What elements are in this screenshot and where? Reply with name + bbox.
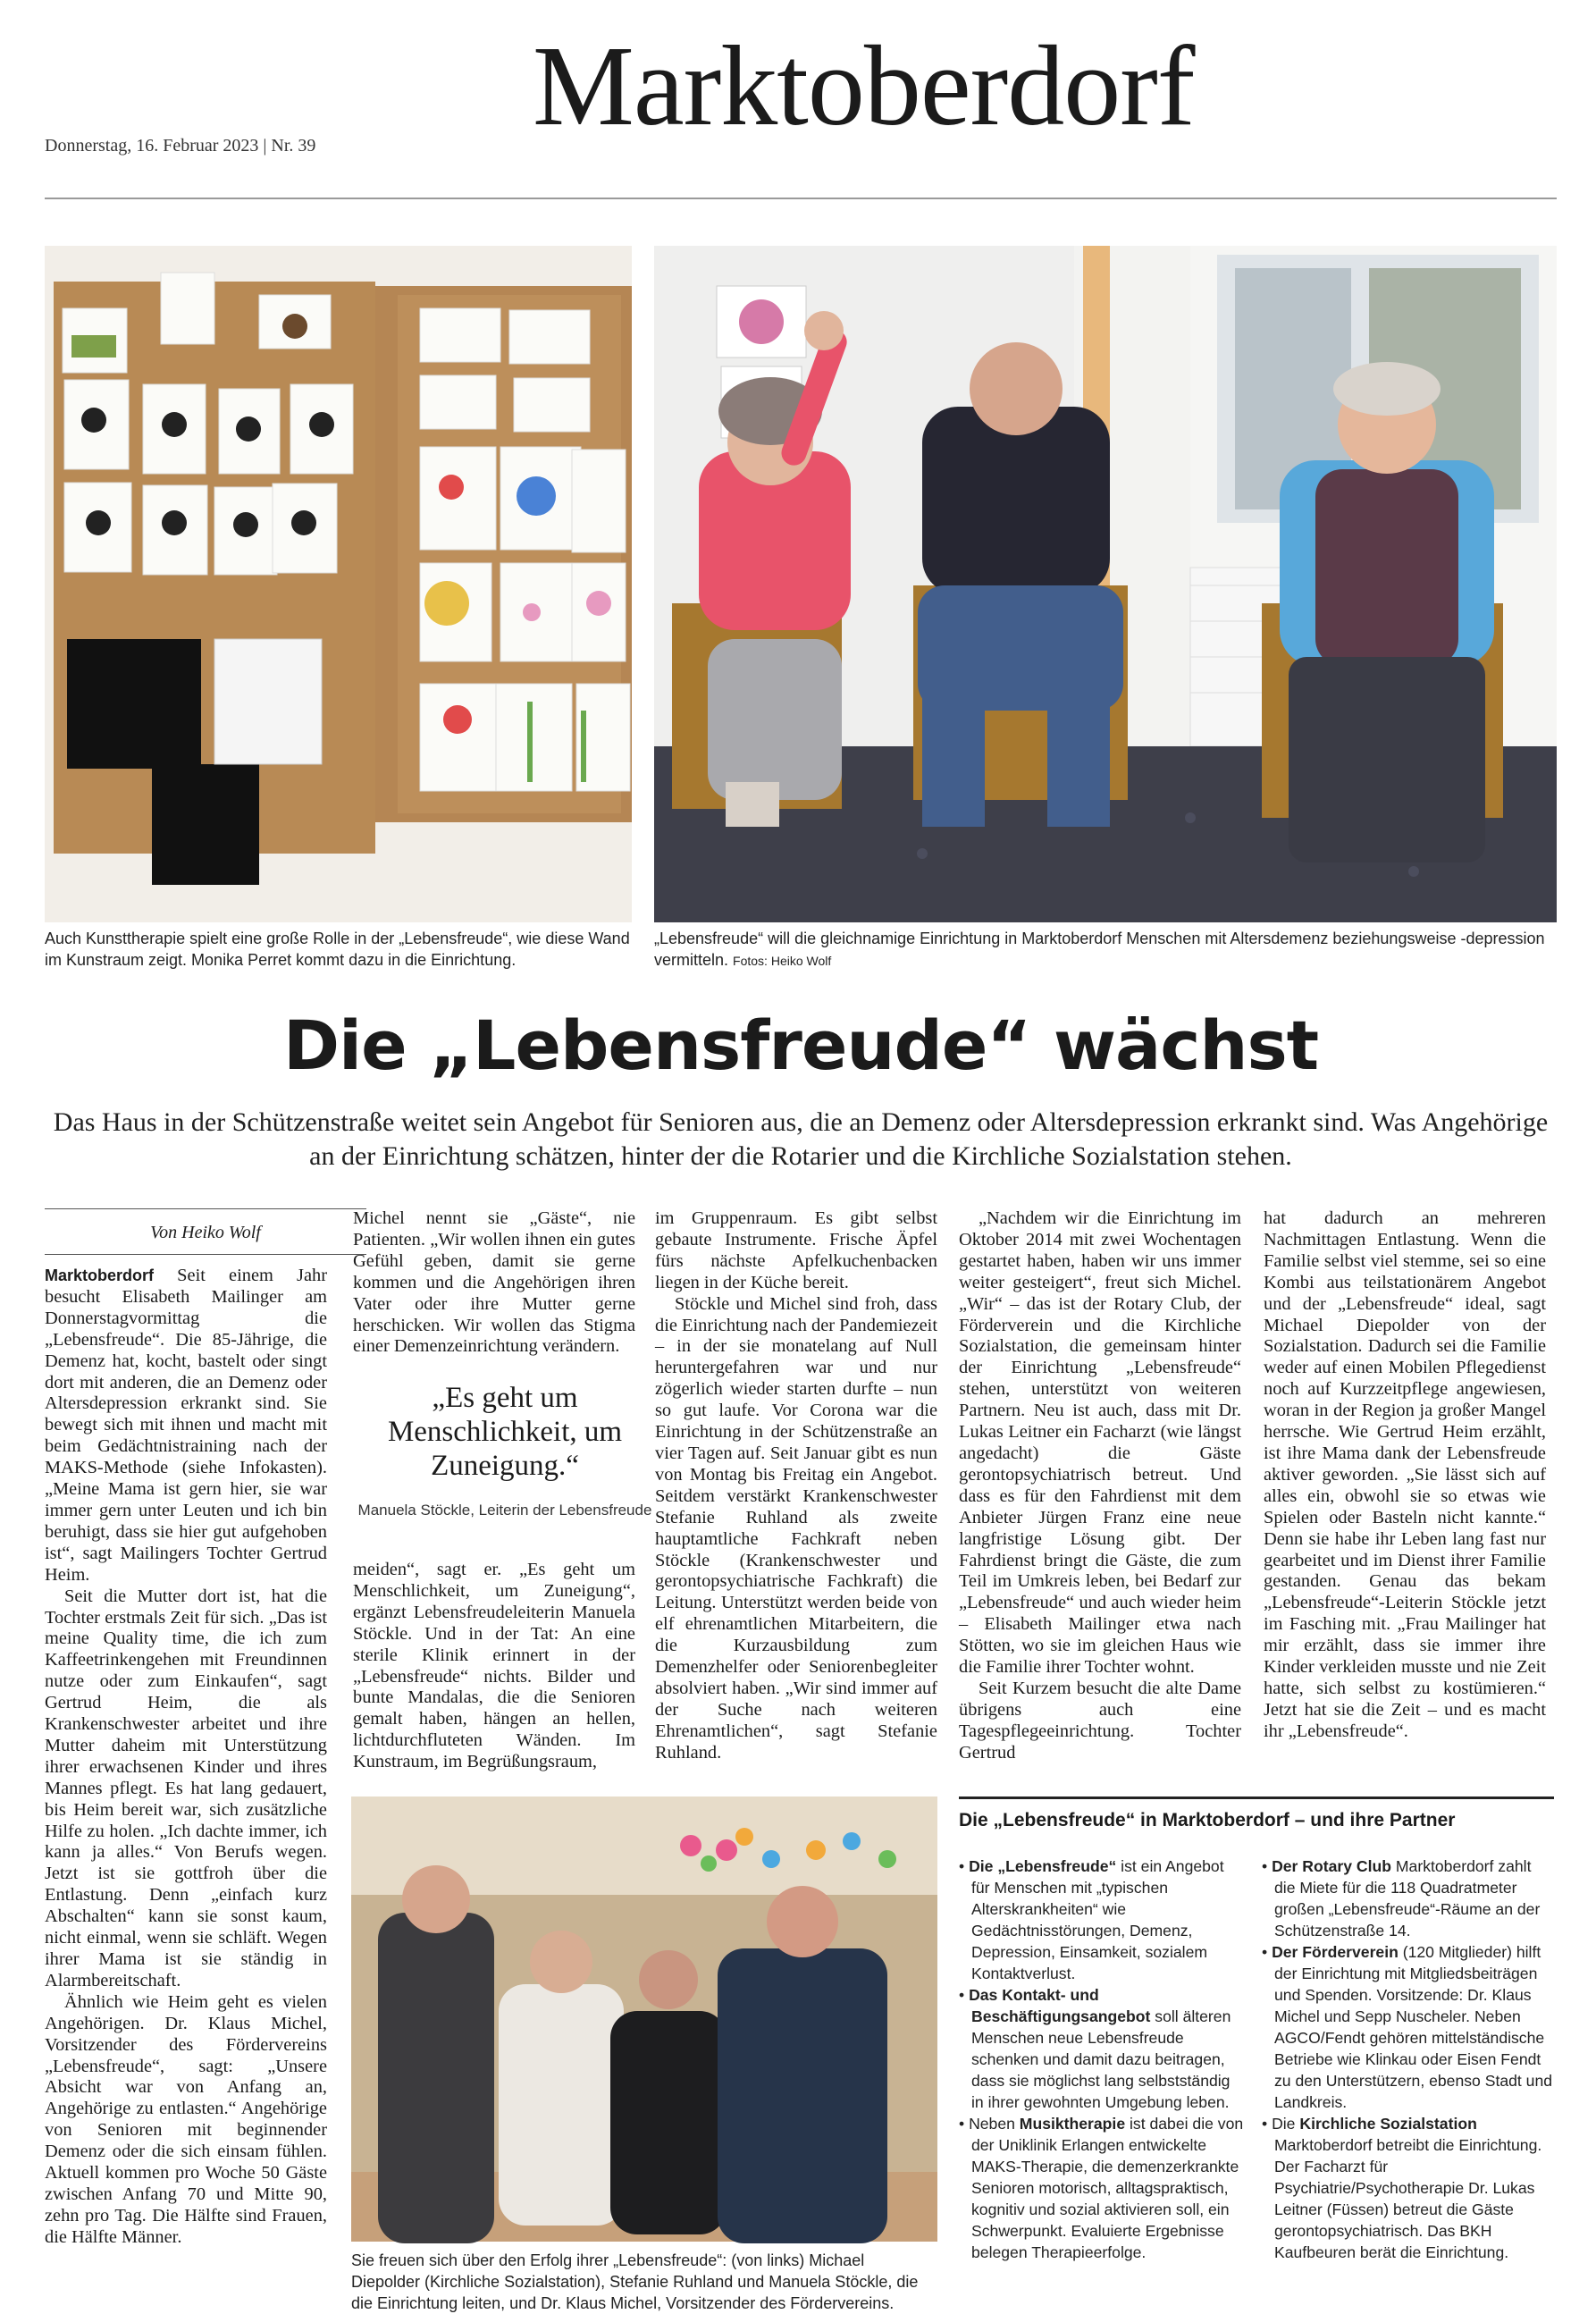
photo-group	[351, 1797, 937, 2242]
photo-credit: Fotos: Heiko Wolf	[733, 954, 832, 968]
pull-quote	[353, 1381, 657, 1520]
paragraph: Stöckle und Michel sind froh, dass die Einrichtung nach der Pandemiezeit – in der sie monatelang auf Null heruntergefahren war und nur zögerlich wieder starten durfte – nun so gut laufe. Vor Corona war die Einrichtung in der Schützenstraße an vier Tagen auf. Seit Januar gibt es nun von Montag bis Freitag ein Angebot. Seitdem verstärkt Krankenschwester Stefanie Ruhland als zweite hauptamtliche Fachkraft neben Stöckle (Krankenschwester und gerontopsychiatrische Fachkraft) die Leitung. Unterstützt werden beide von elf ehrenamtlichen Mitarbeitern, die die Kurzausbildung zum Demenzhelfer oder Seniorenbegleiter absolviert haben. „Wir sind immer auf der Suche nach weiteren Ehrenamtlichen“, sagt Stefanie Ruhland.	[655, 1293, 937, 1763]
photo-art-wall	[45, 246, 632, 922]
paragraph: hat dadurch an mehreren Nachmittagen Entlastung. Wenn die Familie selbst viel stemme, sei so eine Kombi aus teilstationärem Angebot und der „Lebensfreude“ ideal, sagt Michael Diepolder von der Sozialstation. Dadurch sei die Familie weder auf einen Mobilen Pflegedienst noch auf Kurzzeitpflege angewiesen, woran in der Region ja großer Mangel herrsche. Wie Gertrud Heim erzählt, ist ihre Mama dank der Lebensfreude aktiver geworden. „Sie lässt sich auf alles ein, obwohl sie so etwas wie Spielen oder Basteln nicht kannte.“ Denn sie habe ihr Leben lang fast nur gearbeitet und im Dienst ihrer Familie gestanden. Genau das bekam „Lebensfreude“-Leiterin Stöckle jetzt im Fasching mit. „Frau Mailinger hat mir erzählt, dass sie immer ihre Kinder verkleiden musste und nie Zeit hatte, sich selbst zu kostümieren.“ Jetzt hat sie die Zeit – und es macht ihr „Lebensfreude“.	[1264, 1208, 1546, 1741]
paragraph: Michel nennt sie „Gäste“, nie Patienten. „Wir wollen ihnen ein gutes Gefühl geben, damit sie gerne kommen und die Angehörigen ihren Vater oder ihre Mutter gerne herschicken. Wir wollen das Stigma einer Demenzeinrichtung verändern.	[353, 1208, 635, 1357]
masthead-rule	[45, 198, 1557, 199]
photo-seniors-caption-text: „Lebensfreude“ will die gleichnamige Einrichtung in Marktoberdorf Menschen mit Altersdemenz beziehungsweise -depression vermitteln.	[654, 930, 1545, 969]
infobox-left-column	[959, 1855, 1247, 2263]
paragraph: Ähnlich wie Heim geht es vielen Angehörigen. Dr. Klaus Michel, Vorsitzender des Fördervereins „Lebensfreude“, sagt: „Unsere Absicht war von Anfang an, Angehörige zu entlasten.“ Angehörige von Senioren mit beginnender Demenz oder die sich einsam fühlen. Aktuell kommen pro Woche 50 Gäste zwischen Anfang 70 und Mitte 90, zehn pro Tag. Die Hälfte sind Frauen, die Hälfte Männer.	[45, 1991, 327, 2247]
pull-quote-text: „Es geht um Menschlichkeit, um Zuneigung.“	[387, 1382, 623, 1482]
paragraph: meiden“, sagt er. „Es geht um Menschlichkeit, um Zuneigung“, ergänzt Lebensfreudeleiterin Manuela Stöckle. Und in der Tat: An eine sterile Klinik erinnert in der „Lebensfreude“ nichts. Bilder und bunte Mandalas, die die Senioren gemalt haben, hängen an hellen, lichtdurchfluteten Wänden. Im Kunstraum, im Begrüßungsraum,	[353, 1560, 635, 1772]
article-column-2-top	[353, 1208, 635, 1358]
infobox-item: • Die „Lebensfreude“ ist ein Angebot für Menschen mit „typischen Alterskrankheiten“ wie Gedächtnisstörungen, Demenz, Depression, Einsamkeit, sozialem Kontaktverlust.	[959, 1857, 1224, 1982]
infobox-right-column	[1262, 1855, 1553, 2263]
paragraph: Seit Kurzem besucht die alte Dame übrigens auch eine Tagespflegeeinrichtung. Tochter Gertrud	[959, 1678, 1241, 1763]
infobox-item: • Das Kontakt- und Beschäftigungsangebot soll älteren Menschen neue Lebensfreude schenken und damit dazu beitragen, dass sie möglichst lang selbstständig in ihrer gewohnten Umgebung leben.	[959, 1986, 1231, 2111]
masthead-title: Marktoberdorf	[533, 22, 1195, 149]
paragraph: „Nachdem wir die Einrichtung im Oktober 2014 mit zwei Wochentagen gestartet haben, haben wir uns immer weiter gesteigert“, freut sich Michel. „Wir“ – das ist der Rotary Club, der Förderverein und die Kirchliche Sozialstation, die gemeinsam hinter der Einrichtung „Lebensfreude“ stehen, unterstützt von weiteren Partnern. Neu ist auch, dass mit Dr. Lukas Leitner ein Facharzt (wie längst angedacht) die Gäste gerontopsychiatrisch betreut. Und dass es für den Fahrdienst mit dem Anbieter Jürgen Franz eine neue langfristige Lösung gibt. Der Fahrdienst bringt die Gäste, die zum Teil im Umkreis leben, bei Bedarf zur „Lebensfreude“ und auch wieder heim – Elisabeth Mailinger etwa nach Stötten, wo sie im gleichen Haus wie die Familie ihrer Tochter wohnt.	[959, 1208, 1241, 1678]
paragraph: im Gruppenraum. Es gibt selbst gebaute Instrumente. Frische Äpfel fürs nächste Apfelkuchenbacken liegen in der Küche bereit.	[655, 1208, 937, 1292]
infobox-item: • Die Kirchliche Sozialstation Marktoberdorf betreibt die Einrichtung. Der Facharzt für Psychiatrie/Psychotherapie Dr. Lukas Leitner (Füssen) betreut die Gäste gerontopsychiatrisch. Das BKH Kaufbeuren berät die Einrichtung.	[1262, 2115, 1542, 2261]
subheadline: Das Haus in der Schützenstraße weitet sein Angebot für Senioren aus, die an Demenz oder Altersdepression erkrankt sind. Was Angehörige an der Einrichtung schätzen, hinter der die Rotarier und die Kirchliche Sozialstation stehen.	[53, 1107, 1549, 1171]
infobox-item: • Neben Musiktherapie ist dabei die von der Uniklinik Erlangen entwickelte MAKS-Therapie, die demenzerkrankte Senioren motorisch, alltagspraktisch, kognitiv und sozial aktivieren soll, ein Schwerpunkt. Evaluierte Ergebnisse belegen Therapieerfolge.	[959, 2115, 1244, 2261]
article-column-4	[959, 1208, 1241, 1764]
dateline: Donnerstag, 16. Februar 2023 | Nr. 39	[45, 136, 316, 156]
paragraph	[45, 1266, 327, 1586]
headline: Die „Lebensfreude“ wächst	[282, 1006, 1319, 1085]
infobox-title: Die „Lebensfreude“ in Marktoberdorf – und ihre Partner	[959, 1797, 1554, 1831]
photo-art-wall-caption: Auch Kunsttherapie spielt eine große Rolle in der „Lebensfreude“, wie diese Wand im Kunstraum zeigt. Monika Perret kommt dazu in die Einrichtung.	[45, 930, 630, 969]
article-column-1	[45, 1266, 327, 2249]
photo-group-caption: Sie freuen sich über den Erfolg ihrer „Lebensfreude“: (von links) Michael Diepolder (Kirchliche Sozialstation), Stefanie Ruhland und Manuela Stöckle, die die Einrichtung leiten, und Dr. Klaus Michel, Vorsitzender des Fördervereins.	[351, 2251, 919, 2312]
paragraph: Seit die Mutter dort ist, hat die Tochter erstmals Zeit für sich. „Das ist meine Quality time, die ich zum Kaffeetrinkengehen mit Freundinnen nutze oder zum Einkaufen“, sagt Gertrud Heim, die als Krankenschwester arbeitet und ihre Mutter daheim mit Unterstützung ihrer erwachsenen Kinder und ihres Mannes pflegt. Es hat lang gedauert, bis Heim bereit war, sich zusätzliche Hilfe zu holen. „Ich dachte immer, ich kann ja alles.“ Von Berufs wegen. Jetzt ist sie gottfroh über die Entlastung. Denn „einfach kurz Abschalten“ kann sie sonst kaum, nicht einmal, wenn sie schläft. Wegen ihrer Mama ist sie ständig in Alarmbereitschaft.	[45, 1586, 327, 1990]
article-column-2-bottom	[353, 1560, 635, 1773]
photo-seniors-caption	[654, 928, 1557, 972]
byline: Von Heiko Wolf	[45, 1208, 366, 1255]
paragraph-text: Seit einem Jahr besucht Elisabeth Mailinger am Donnerstagvormittag die „Lebensfreude“. Die 85-Jährige, die Demenz hat, kocht, bastelt oder singt dort mit anderen, die an Demenz oder Altersdepression erkrankt sind. Sie bewegt sich mit ihnen und macht mit beim Gedächtnistraining nach der MAKS-Methode (siehe Infokasten). „Meine Mama ist gern hier, sie war immer gern unter Leuten und ich bin beruhigt, dass sie hier gut aufgehoben ist“, sagt Mailingers Tochter Gertrud Heim.	[45, 1266, 327, 1585]
infobox-item: • Der Rotary Club Marktoberdorf zahlt die Miete für die 118 Quadratmeter großen „Lebensfreude“-Räume an der Schützenstraße 14.	[1262, 1857, 1541, 1940]
pull-quote-attribution: Manuela Stöckle, Leiterin der Lebensfreude	[357, 1502, 652, 1519]
article-column-3	[655, 1208, 937, 1764]
dateline-location: Marktoberdorf	[45, 1266, 155, 1284]
article-column-5	[1264, 1208, 1546, 1743]
photo-seniors-exercise	[654, 246, 1557, 922]
infobox-item: • Der Förderverein (120 Mitglieder) hilft der Einrichtung mit Mitgliedsbeiträgen und Spenden. Vorsitzende: Dr. Klaus Michel und Sepp Nuscheler. Neben AGCO/Fendt gehören mittelständische Betriebe wie Klinkau oder Eisen Fendt zu den Unterstützern, ebenso Stadt und Landkreis.	[1262, 1943, 1553, 2111]
